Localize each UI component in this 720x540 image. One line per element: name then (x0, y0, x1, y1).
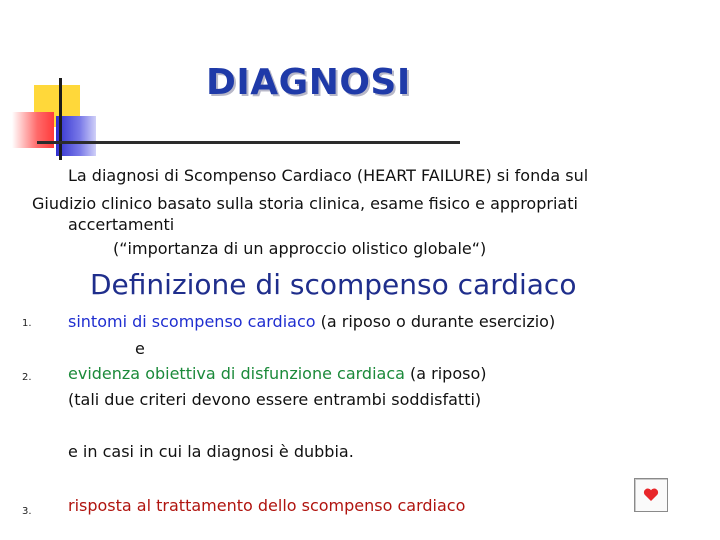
list-number-3: 3. (22, 506, 32, 517)
slide-title: DIAGNOSI (206, 62, 411, 103)
list-number-1: 1. (22, 318, 32, 329)
title-underline (37, 141, 460, 144)
list-number-2: 2. (22, 372, 32, 383)
middle-note: e in casi in cui la diagnosi è dubbia. (68, 442, 354, 461)
item2-highlight: evidenza obiettiva di disfunzione cardiaca (68, 364, 405, 383)
item2-note: (tali due criteri devono essere entrambi soddisfatti) (68, 390, 482, 409)
decorative-vertical-line (59, 78, 62, 160)
heart-icon (643, 488, 659, 502)
heart-action-button[interactable] (634, 478, 668, 512)
intro-line-1: La diagnosi di Scompenso Cardiaco (HEART FAILURE) si fonda sul (68, 166, 589, 185)
item2-rest: (a riposo) (404, 364, 487, 383)
intro-line-4: (“importanza di un approccio olistico globale“) (113, 239, 487, 258)
conjunction-e: e (135, 339, 145, 358)
intro-line-3: accertamenti (68, 215, 175, 234)
intro-line-2: Giudizio clinico basato sulla storia clinica, esame fisico e appropriati (32, 194, 578, 213)
item1-rest: (a riposo o durante esercizio) (315, 312, 556, 331)
list-item-2 (68, 364, 486, 383)
list-item-3: risposta al trattamento dello scompenso cardiaco (68, 496, 466, 515)
section-subtitle: Definizione di scompenso cardiaco (90, 268, 577, 301)
item1-highlight: sintomi di scompenso cardiaco (68, 312, 316, 331)
list-item-1 (68, 312, 555, 331)
decorative-blue-square (56, 116, 96, 156)
